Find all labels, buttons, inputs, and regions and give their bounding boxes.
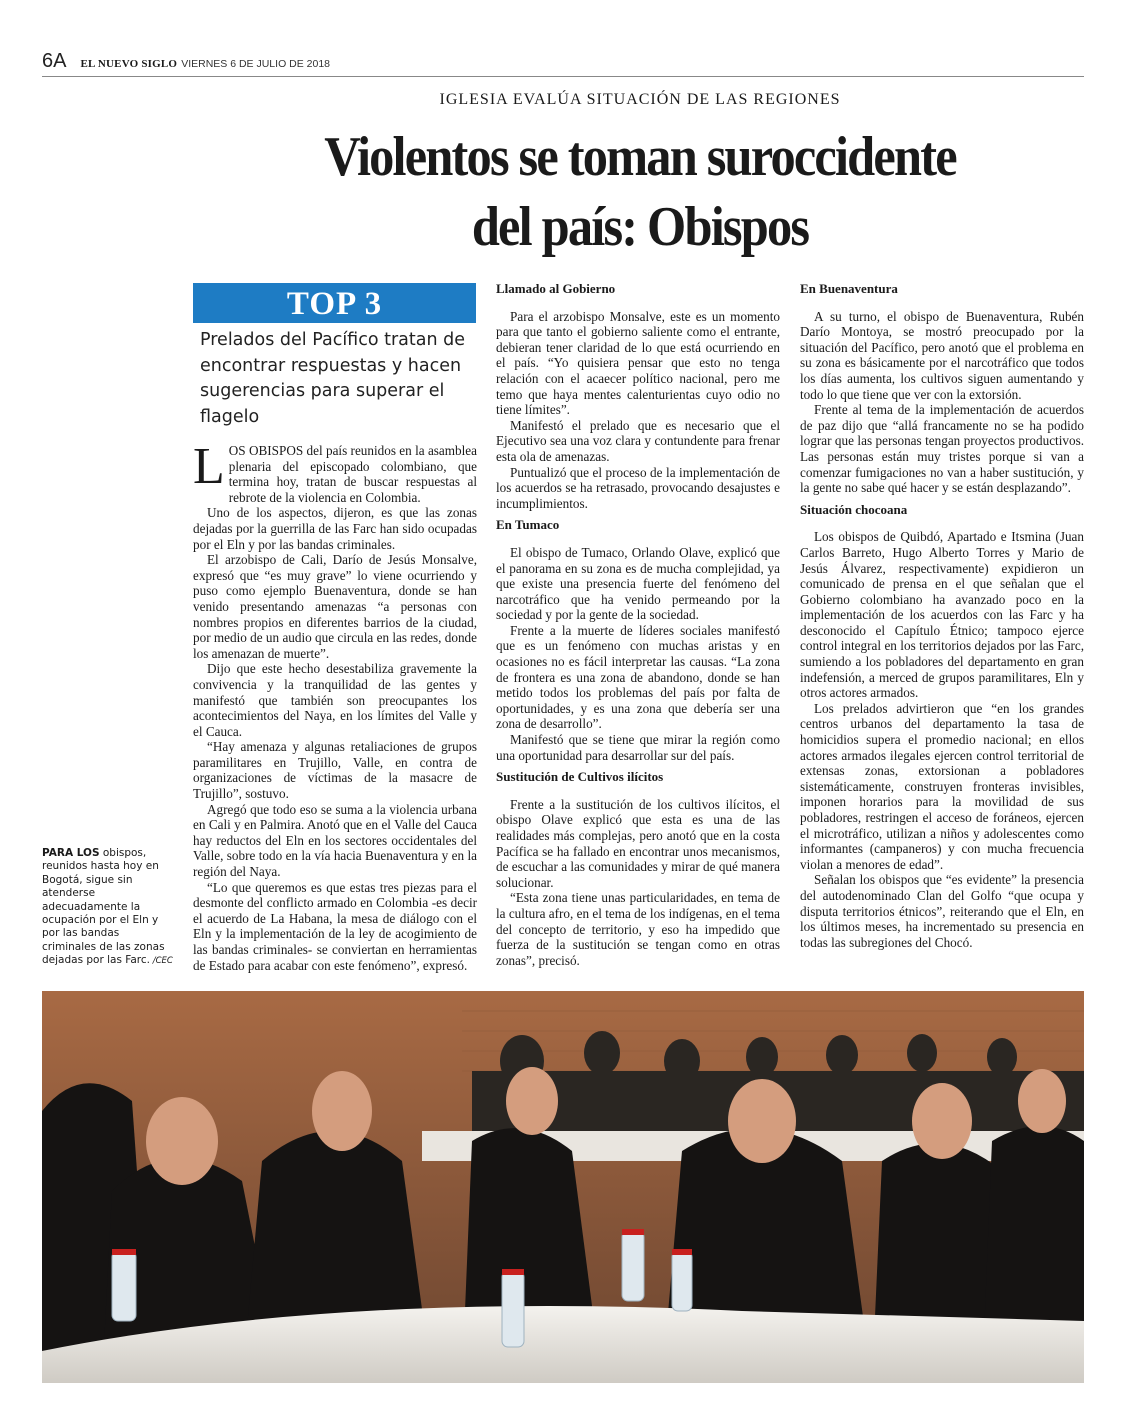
- photo-caption: [42, 847, 176, 969]
- paragraph: Los obispos de Quibdó, Apartado e Itsmina (Juan Carlos Barreto, Hugo Alberto Torres y Mario de Jesús Álvarez, respectivamente) expidieron un comunicado de prensa en el que señalan que el Gobierno colombiano ha avanzado poco en la implementación de los acuerdos con las Farc y ha desconocido el Capítulo Étnico; tampoco ejerce control integral en los territorios dejados por las Farc, sumiendo a los pobladores del departamento en gran indefensión, a merced de grupos paramilitares, Eln y otros actores armados.: [800, 529, 1084, 701]
- photo-credit: /CEC: [150, 956, 173, 967]
- page-folio: [42, 50, 330, 72]
- paragraph: Uno de los aspectos, dijeron, es que las zonas dejadas por la guerrilla de las Farc han sido ocupadas por el Eln y por las bandas criminales.: [193, 505, 477, 552]
- article-deck: Prelados del Pacífico tratan de encontrar respuestas y hacen sugerencias para superar el flagelo: [200, 330, 465, 427]
- subhead-gobierno: Llamado al Gobierno: [496, 281, 616, 296]
- article-column-2: [496, 281, 780, 968]
- paragraph: Dijo que este hecho desestabiliza gravemente la convivencia y la tranquilidad de las gentes y manifestó que también son preocupantes los acontecimientos del Naya, en los límites del Valle y el Cauca.: [193, 661, 477, 739]
- paragraph: Señalan los obispos que “es evidente” la presencia del autodenominado Clan del Golfo “que ocupa y disputa territorios étnicos”, reiterando que el Eln, en los últimos meses, ha incrementado su presencia en todas las subregiones del Chocó.: [800, 872, 1084, 950]
- headline-line-1: Violentos se toman suroccidente: [324, 126, 956, 188]
- issue-date: VIERNES 6 DE JULIO DE 2018: [181, 58, 331, 70]
- paragraph: Agregó que todo eso se suma a la violencia urbana en Cali y en Palmira. Anotó que en el Valle del Cauca hay reductos del Eln en los sectores occidentales del Valle, sobre todo en la vía hacia Buenaventura y en la región del Naya.: [193, 801, 477, 880]
- drop-cap: L: [193, 438, 225, 495]
- header-rule: [42, 76, 1084, 77]
- section-kicker: IGLESIA EVALÚA SITUACIÓN DE LAS REGIONES: [439, 91, 841, 108]
- subhead-tumaco: En Tumaco: [496, 517, 560, 533]
- paragraph: “Hay amenaza y algunas retaliaciones de grupos paramilitares en Trujillo, Valle, en contra de organizaciones de víctimas de la masacre de Trujillo”, sostuvo.: [193, 739, 477, 802]
- paragraph: El obispo de Tumaco, Orlando Olave, explicó que el panorama en su zona es de mucha complejidad, ya que existe una presencia fuerte del fenómeno del narcotráfico que ha venido permeando por la sociedad y por la gente de la sociedad.: [496, 544, 780, 623]
- caption-text: obispos, reunidos hasta hoy en Bogotá, sigue sin atenderse adecuadamente la ocupación por el Eln y por las bandas criminales de las zonas dejadas por las Farc.: [42, 847, 165, 967]
- newspaper-name: EL NUEVO SIGLO: [80, 58, 178, 70]
- subhead-buenaventura: En Buenaventura: [800, 281, 898, 296]
- paragraph: A su turno, el obispo de Buenaventura, Rubén Darío Montoya, se mostró preocupado por la situación del Pacífico, pero anotó que el problema en su zona es básicamente por el narcotráfico que todos los días aumenta, los cultivos siguen aumentando y todo lo que tiene que ver con la extorsión.: [800, 308, 1084, 402]
- article-column-3: [800, 281, 1084, 950]
- headline-line-2: del país: Obispos: [471, 196, 809, 258]
- lead-paragraph: [193, 438, 477, 505]
- paragraph: Frente a la muerte de líderes sociales manifestó que es un fenómeno con muchas aristas y en ocasiones no es fácil interpretar las causas. “La zona de frontera es una zona de abandono, donde se han metido todos los problemas del país por falta de oportunidades, y es una zona que debería ser una zona de desarrollo”.: [496, 622, 780, 732]
- subhead-sustitucion: Sustitución de Cultivos ilícitos: [496, 769, 664, 785]
- paragraph: Frente al tema de la implementación de acuerdos de paz dijo que “allá francamente no se ha podido lograr que las personas tengan proyectos productivos. Las personas están muy tristes porque si van a comenzar fumigaciones no van a haber sustitución, y la gente no sabe qué hacer y se están desplazando”.: [800, 402, 1084, 496]
- lead-text: OS OBISPOS del país reunidos en la asamblea plenaria del episcopado colombiano, que termina hoy, tratan de buscar respuestas al rebrote de la violencia en Colombia.: [228, 443, 477, 505]
- paragraph: El arzobispo de Cali, Darío de Jesús Monsalve, expresó que “es muy grave” lo viene ocurriendo y puso como ejemplo Buenaventura, donde se han venido presentando amenazas “a personas con nombres propios en diferentes barrios de la ciudad, por medio de un audio que circula en las redes, donde los amenazan de muerte”.: [193, 552, 477, 661]
- paragraph: Los prelados advirtieron que “en los grandes centros urbanos del departamento la tasa de homicidios supera el promedio nacional; en ellos actores armados ilegales ejercen control territorial de extensas zonas, extorsionan a pobladores sistemáticamente, construyen fronteras invisibles, imponen horarios para la movilidad de sus pobladores, restringen el acceso de foráneos, ejercen el microtráfico, utilizan a niños y adolescentes como informantes (campaneros) y con mucha frecuencia violan a menores de edad”.: [800, 700, 1084, 872]
- assembly-photo-illustration: [42, 991, 1084, 1383]
- paragraph: Puntualizó que el proceso de la implementación de los acuerdos se ha retrasado, provocando desajustes e incumplimientos.: [496, 464, 780, 511]
- assembly-photo: [42, 991, 1084, 1383]
- caption-lead: PARA LOS: [42, 847, 100, 859]
- paragraph: “Lo que queremos es que estas tres piezas para el desmonte del conflicto armado en Colombia -es decir el acuerdo de La Habana, la mesa de diálogo con el Eln y la implementación de la ley de acogimiento de las bandas criminales- se conviertan en herramientas de Estado para acabar con este fenómeno”, expresó.: [193, 879, 477, 973]
- paragraph: Para el arzobispo Monsalve, este es un momento para que tanto el gobierno saliente como el entrante, debieran tener claridad de lo que está ocurriendo en el país. “Yo quisiera pensar que esto no tenga relación con el acaecer político nacional, pero me temo que haya mentes calenturientas cuyo odio no tiene límites”.: [496, 308, 780, 418]
- paragraph: Manifestó que se tiene que mirar la región como una oportunidad para desarrollar sur del país.: [496, 732, 780, 763]
- top3-banner: TOP 3: [193, 283, 476, 323]
- subhead-choco: Situación chocoana: [800, 501, 908, 517]
- headline: [208, 122, 1072, 262]
- paragraph: Frente a la sustitución de los cultivos ilícitos, el obispo Olave explicó que esta es una de las realidades más complejas, pero anotó que en la costa Pacífica se ha fallado en encontrar unos mecanismos, de escuchar a las comunidades y mirar de qué manera solucionar.: [496, 796, 780, 890]
- paragraph: “Esta zona tiene unas particularidades, en tema de la cultura afro, en el tema de los indígenas, en el tema del concepto de territorio, y eso ha impedido que fuerza de la sustitución se tengan como en otras zonas”, precisó.: [496, 890, 780, 968]
- paragraph: Manifestó el prelado que es necesario que el Ejecutivo sea una voz clara y contundente para frenar esta ola de amenazas.: [496, 417, 780, 464]
- article-column-1: [193, 438, 477, 973]
- page-number: 6A: [42, 50, 67, 72]
